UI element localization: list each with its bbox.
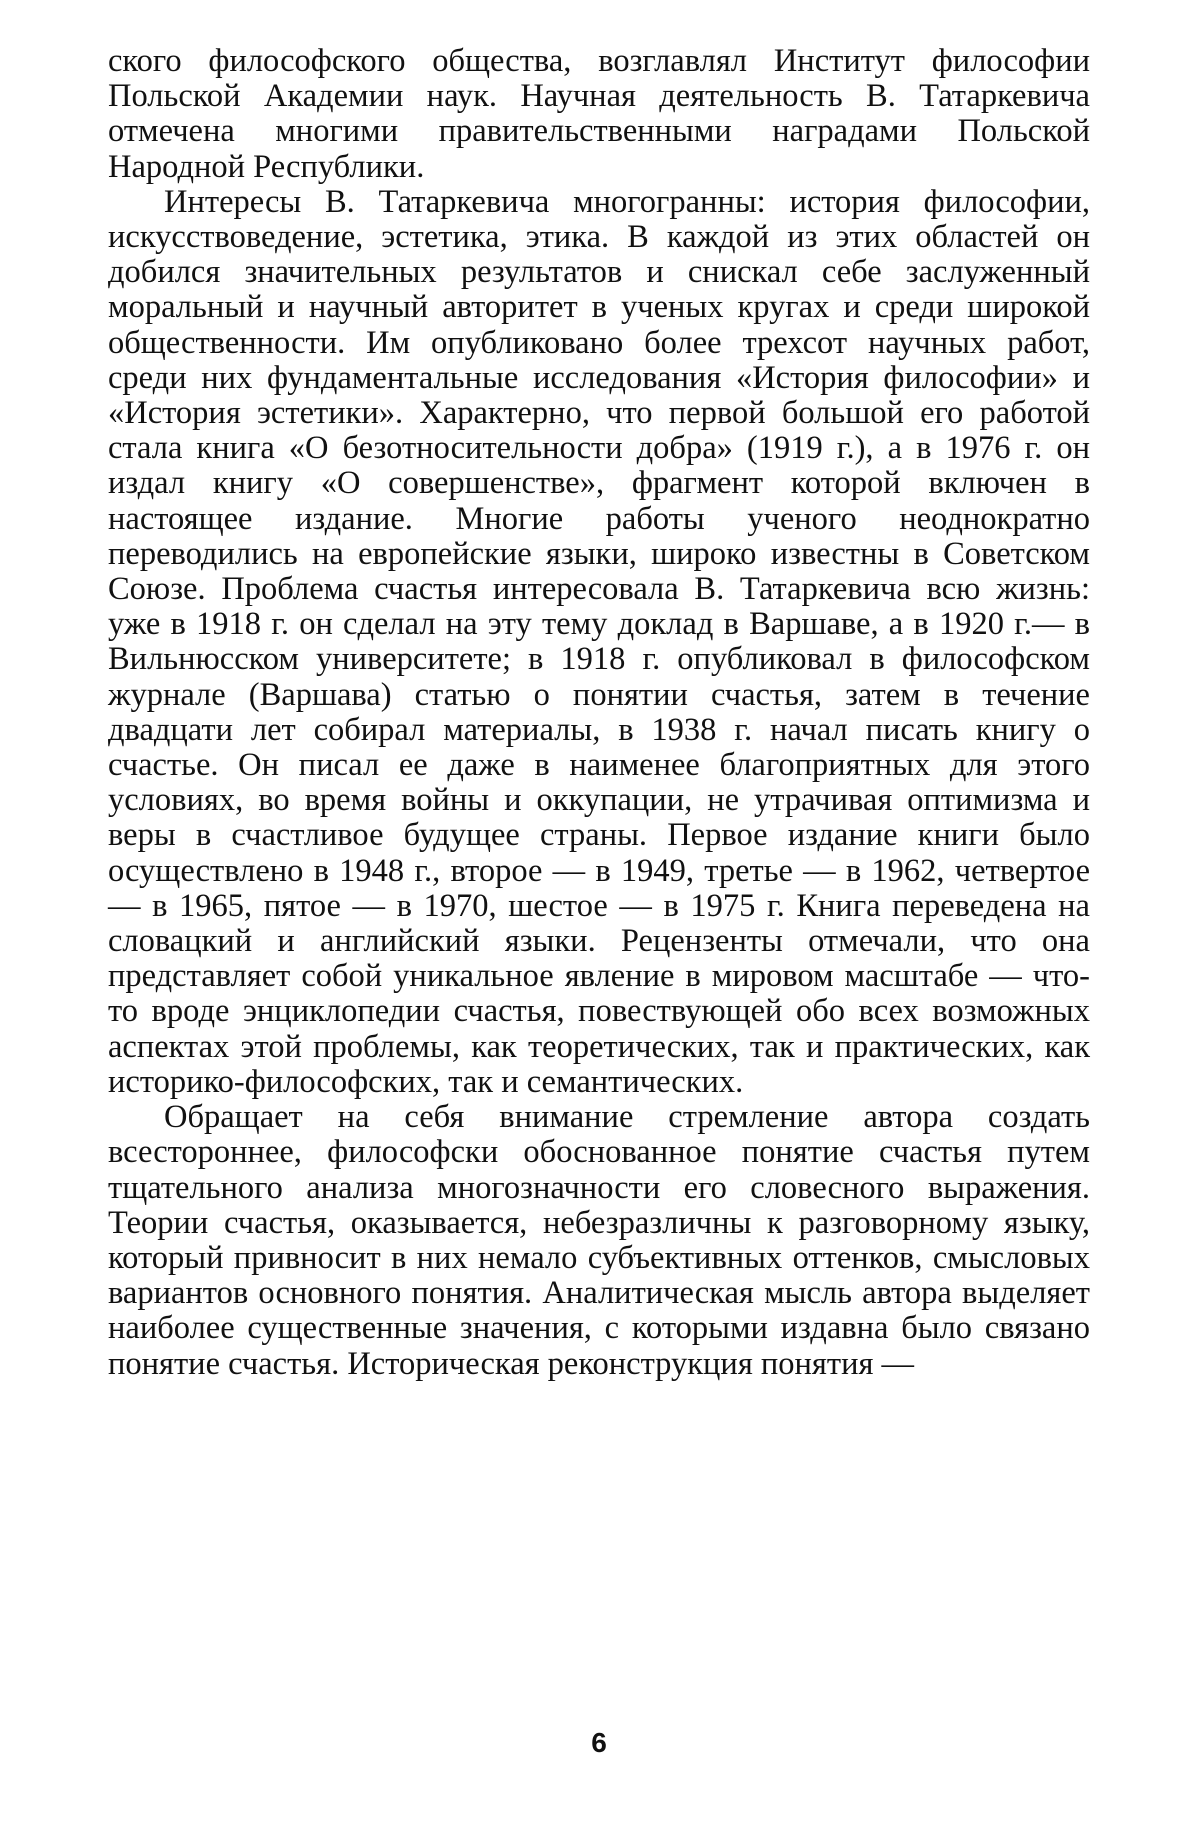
paragraph-interests: Интересы В. Татаркевича многогранны: история философии, искусствоведение, эстетика, этика. В каждой из этих областей он добился значительных результатов и снискал себе заслуженный моральный и научный авторитет в ученых кругах и среди широкой общественности. Им опубликовано более трехсот научных работ, среди них фундаментальные исследования «История философии» и «История эстетики». Характерно, что первой большой его работой стала книга «О безотносительности добра» (1919 г.), а в 1976 г. он издал книгу «О совершенстве», фрагмент которой включен в настоящее издание. Многие работы ученого неоднократно переводились на европейские языки, широко известны в Советском Союзе. Проблема счастья интересовала В. Татаркевича всю жизнь: уже в 1918 г. он сделал на эту тему доклад в Варшаве, а в 1920 г.— в Вильнюсском университете; в 1918 г. опубликовал в философском журнале (Варшава) статью о понятии счастья, затем в течение двадцати лет собирал материалы, в 1938 г. начал писать книгу о счастье. Он писал ее даже в наименее благоприятных для этого условиях, во время войны и оккупации, не утрачивая оптимизма и веры в счастливое будущее страны. Первое издание книги было осуществлено в 1948 г., второе — в 1949, третье — в 1962, четвертое — в 1965, пятое — в 1970, шестое — в 1975 г. Книга переведена на словацкий и английский языки. Рецензенты отмечали, что она представляет собой уникальное явление в мировом масштабе — что-то вроде энциклопедии счастья, повествующей обо всех возможных аспектах этой проблемы, как теоретических, так и практических, как историко-философских, так и семантических. (108, 183, 1090, 1100)
paragraph-analysis: Обращает на себя внимание стремление автора создать всестороннее, философски обоснованное понятие счастья путем тщательного анализа многозначности его словесного выражения. Теории счастья, оказывается, небезразличны к разговорному языку, который привносит в них немало субъективных оттенков, смысловых вариантов основного понятия. Аналитическая мысль автора выделяет наиболее существенные значения, с которыми издавна было связано понятие счастья. Историческая реконструкция понятия — (108, 1099, 1090, 1382)
page-number: 6 (591, 1727, 607, 1758)
book-page (108, 44, 1090, 1804)
paragraph-continuation: ского философского общества, возглавлял Институт философии Польской Академии наук. Научная деятельность В. Татаркевича отмечена многими правительственными наградами Польской Народной Республики. (108, 43, 1090, 185)
